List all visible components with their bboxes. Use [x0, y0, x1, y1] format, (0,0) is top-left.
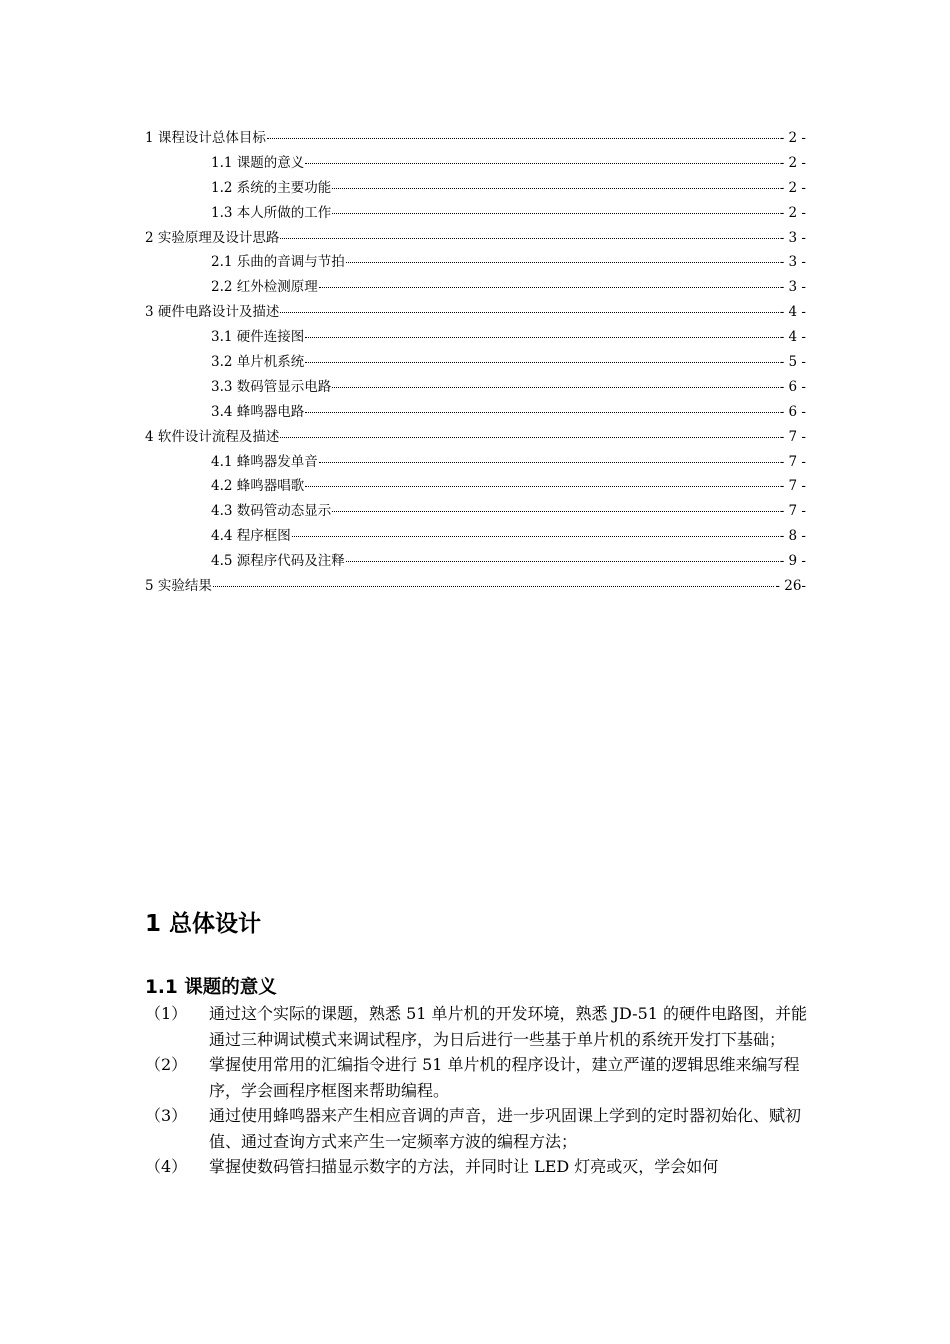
toc-page-number: - 3 - — [779, 279, 806, 296]
toc-entry-label: 3.4 蜂鸣器电路 — [211, 403, 305, 420]
toc-entry-label: 3.2 单片机系统 — [211, 354, 305, 371]
toc-page-number: - 8 - — [779, 528, 806, 545]
toc-page-number: - 2 - — [779, 204, 806, 221]
toc-leader-dots — [280, 437, 778, 438]
toc-entry[interactable] — [145, 425, 806, 450]
toc-entry-label: 2 实验原理及设计思路 — [145, 229, 280, 246]
subsection-heading: 1.1 课题的意义 — [145, 977, 277, 998]
toc-entry-label: 1 课程设计总体目标 — [145, 130, 266, 146]
toc-entry-label: 4.4 程序框图 — [211, 528, 291, 545]
toc-entry[interactable] — [145, 574, 806, 599]
toc-entry-label: 1.3 本人所做的工作 — [211, 204, 332, 221]
toc-page-number: - 4 - — [779, 304, 806, 321]
toc-page-number: - 2 - — [779, 179, 806, 196]
list-item-text: 通过这个实际的课题，熟悉 51 单片机的开发环境，熟悉 JD-51 的硬件电路图，并能通过三种调试模式来调试程序，为日后进行一些基于单片机的系统开发打下基础； — [209, 1004, 808, 1049]
toc-leader-dots — [319, 462, 779, 463]
toc-leader-dots — [305, 337, 778, 338]
toc-entry[interactable] — [145, 350, 806, 375]
list-item-text: 掌握使用常用的汇编指令进行 51 单片机的程序设计，建立严谨的逻辑思维来编写程序，学会画程序框图来帮助编程。 — [209, 1055, 800, 1100]
toc-page-number: - 7 - — [779, 428, 806, 445]
toc-entry-label: 3.3 数码管显示电路 — [211, 378, 332, 395]
toc-leader-dots — [305, 412, 778, 413]
toc-page-number: - 5 - — [779, 354, 806, 371]
toc-entry[interactable] — [145, 474, 806, 499]
list-item-number: （1） — [145, 1004, 188, 1023]
list-item-number: （4） — [145, 1157, 188, 1176]
toc-entry[interactable] — [145, 549, 806, 574]
toc-leader-dots — [267, 138, 779, 139]
toc-entry-label: 2.2 红外检测原理 — [211, 279, 318, 296]
toc-entry[interactable] — [145, 524, 806, 549]
list-item — [145, 1154, 810, 1180]
list-item-number: （2） — [145, 1055, 188, 1074]
toc-entry-label: 1.2 系统的主要功能 — [211, 179, 332, 196]
toc-entry-label: 4.2 蜂鸣器唱歌 — [211, 478, 305, 495]
toc-page-number: - 26- — [775, 578, 806, 595]
toc-page-number: - 4 - — [779, 329, 806, 346]
list-item — [145, 1001, 810, 1052]
toc-entry-label: 2.1 乐曲的音调与节拍 — [211, 254, 345, 271]
toc-entry[interactable] — [145, 275, 806, 300]
list-item-text: 通过使用蜂鸣器来产生相应音调的声音，进一步巩固课上学到的定时器初始化、赋初值、通过查询方式来产生一定频率方波的编程方法； — [209, 1106, 802, 1151]
toc-page-number: - 7 - — [779, 453, 806, 470]
toc-leader-dots — [292, 536, 779, 537]
toc-leader-dots — [332, 188, 778, 189]
toc-page-number: - 9 - — [779, 553, 806, 570]
toc-entry-label: 5 实验结果 — [145, 578, 212, 595]
toc-entry-label: 4.5 源程序代码及注释 — [211, 553, 345, 570]
toc-page-number: - 2 - — [779, 154, 806, 171]
section-heading: 1 总体设计 — [145, 911, 262, 937]
toc-entry[interactable] — [145, 201, 806, 226]
toc-leader-dots — [305, 362, 778, 363]
toc-entry[interactable] — [145, 450, 806, 475]
list-item — [145, 1103, 810, 1154]
list-item-text: 掌握使数码管扫描显示数字的方法，并同时让 LED 灯亮或灭，学会如何 — [209, 1157, 719, 1176]
toc-entry[interactable] — [145, 375, 806, 400]
toc-page-number: - 7 - — [779, 503, 806, 520]
toc-leader-dots — [346, 561, 779, 562]
toc-entry[interactable] — [145, 176, 806, 201]
toc-leader-dots — [280, 312, 778, 313]
toc-entry[interactable] — [145, 325, 806, 350]
toc-leader-dots — [213, 586, 775, 587]
toc-page-number: - 2 - — [779, 130, 806, 146]
toc-entry[interactable] — [145, 226, 806, 251]
toc-entry-label: 1.1 课题的意义 — [211, 154, 305, 171]
list-item — [145, 1052, 810, 1103]
toc-leader-dots — [305, 486, 778, 487]
list-item-number: （3） — [145, 1106, 188, 1125]
toc-entry-label: 3.1 硬件连接图 — [211, 329, 305, 346]
toc-leader-dots — [280, 238, 778, 239]
toc-leader-dots — [346, 262, 779, 263]
numbered-list — [145, 1001, 810, 1180]
toc-leader-dots — [305, 163, 778, 164]
toc-page-number: - 7 - — [779, 478, 806, 495]
toc-page-number: - 3 - — [779, 254, 806, 271]
toc-entry[interactable] — [145, 400, 806, 425]
toc-entry[interactable] — [145, 499, 806, 524]
toc-page-number: - 3 - — [779, 229, 806, 246]
toc-leader-dots — [332, 213, 778, 214]
toc-entry[interactable] — [145, 151, 806, 176]
toc-leader-dots — [332, 387, 778, 388]
toc-entry[interactable] — [145, 126, 806, 151]
toc-page-number: - 6 - — [779, 378, 806, 395]
toc-leader-dots — [319, 287, 779, 288]
table-of-contents — [145, 126, 806, 599]
toc-page-number: - 6 - — [779, 403, 806, 420]
toc-entry-label: 4.1 蜂鸣器发单音 — [211, 453, 318, 470]
toc-leader-dots — [332, 511, 778, 512]
toc-entry[interactable] — [145, 300, 806, 325]
toc-entry-label: 4 软件设计流程及描述 — [145, 428, 280, 445]
toc-entry-label: 3 硬件电路设计及描述 — [145, 304, 280, 321]
toc-entry-label: 4.3 数码管动态显示 — [211, 503, 332, 520]
toc-entry[interactable] — [145, 250, 806, 275]
